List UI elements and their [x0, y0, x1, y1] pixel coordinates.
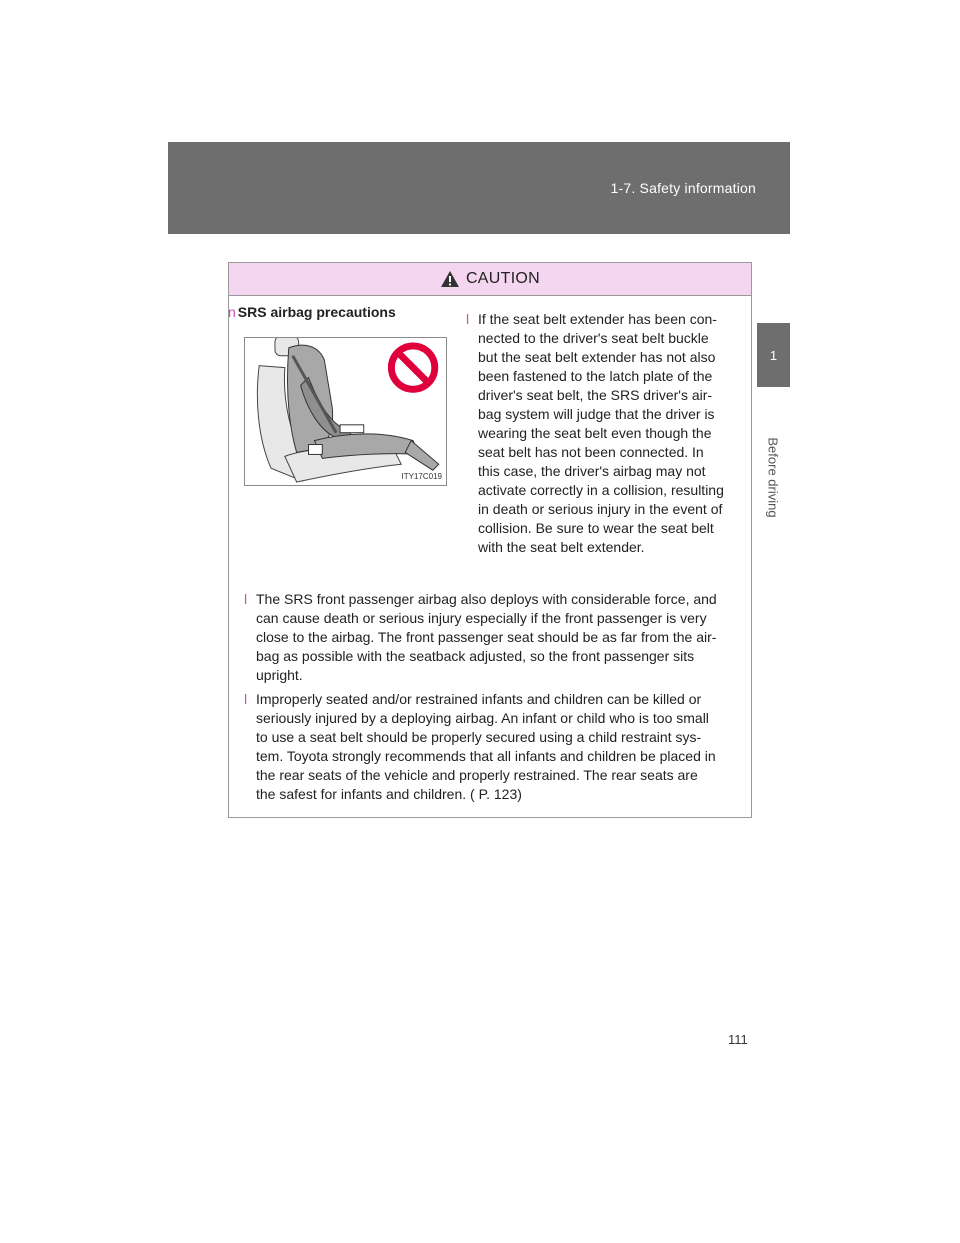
section-title: 1-7. Safety information — [610, 180, 756, 196]
caution-subhead — [228, 304, 396, 320]
caution-title: CAUTION — [465, 270, 541, 287]
subhead-text: SRS airbag precautions — [237, 304, 396, 320]
chapter-tab-label: Before driving — [765, 437, 781, 518]
bullet-marker: l — [244, 591, 248, 607]
bullet-item — [244, 690, 756, 804]
seat-belt-illustration — [244, 337, 447, 486]
bullet-item — [244, 590, 756, 685]
prohibition-sign-icon — [391, 346, 434, 389]
bullet-text: The SRS front passenger airbag also deploys with considerable force, and can cause death or serious injury especially if the front passenger is very close to the airbag. The front passenger seat should be as far from the air- bag as possible with the seatback adjusted, so the front passenger sits upright. — [256, 591, 717, 683]
chapter-tab-number[interactable]: 1 — [757, 323, 790, 387]
bullet-marker: l — [244, 691, 248, 707]
warning-triangle-icon — [440, 270, 460, 288]
bullet-text: If the seat belt extender has been con- nected to the driver's seat belt buckle but the seat belt extender has not also been fastened to the latch plate of the driver's seat belt, the SRS driver's air- bag system will judge that the driver is wearing the seat belt even though the seat belt has not been connected. In this case, the driver's airbag may not activate correctly in a collision, resulting in death or serious injury in the event of collision. Be sure to wear the seat belt with the seat belt extender. — [478, 311, 724, 555]
bullet-item — [466, 310, 752, 557]
seated-driver-illustration — [245, 338, 446, 485]
bullet-text: Improperly seated and/or restrained infants and children can be killed or seriously injured by a deploying airbag. An infant or child who is too small to use a seat belt should be properly secured using a child restraint sys- tem. Toyota strongly recommends that all infants and children be placed in the rear seats of the vehicle and properly restrained. The rear seats are the safest for infants and children. ( P. 123) — [256, 691, 716, 802]
bullet-marker: l — [466, 311, 470, 327]
subhead-marker: n — [228, 304, 236, 320]
illustration-code: ITY17C019 — [401, 472, 442, 481]
caution-header — [229, 263, 751, 296]
page-number: 111 — [728, 1032, 748, 1047]
page-header — [168, 142, 790, 234]
